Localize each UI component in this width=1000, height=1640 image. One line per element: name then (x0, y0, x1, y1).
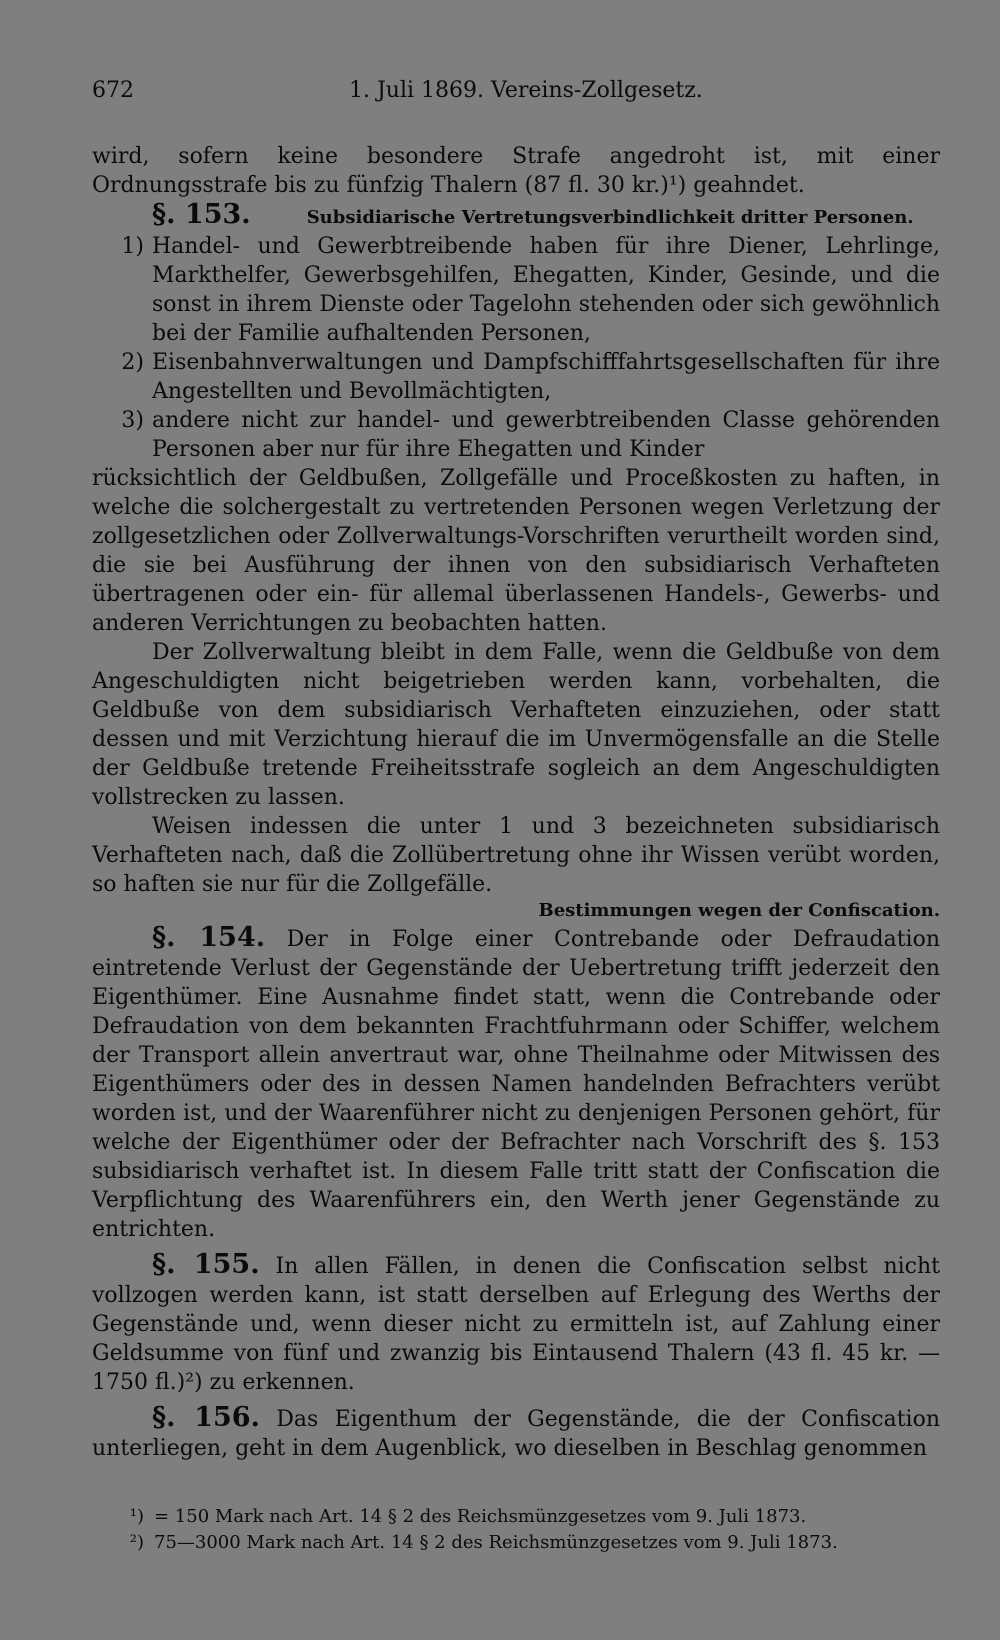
section-text: Das Eigenthum der Gegenstände, die der Confiscation unterliegen, geht in dem Augenblick, wo dieselben in Beschlag genommen (92, 1407, 941, 1461)
section-155-paragraph (92, 1250, 940, 1397)
footnote (92, 1504, 940, 1530)
list-marker: 2) (121, 350, 144, 375)
running-title: 1. Juli 1869. Vereins-Zollgesetz. (349, 78, 703, 103)
page-header (92, 78, 940, 118)
section-156-paragraph (92, 1403, 940, 1463)
footnote (92, 1530, 940, 1556)
footnote-marker: ²) (129, 1532, 144, 1553)
list-marker: 3) (121, 408, 144, 433)
list-text: andere nicht zur handel- und gewerbtreibenden Classe gehörenden Personen aber nur für ihre Ehegatten und Kinder (152, 408, 940, 462)
section-153-heading (92, 200, 940, 232)
footnote-text: = 150 Mark nach Art. 14 § 2 des Reichsmünzgesetzes vom 9. Juli 1873. (154, 1506, 807, 1527)
section-number: §. 156. (152, 1402, 260, 1433)
footnotes (92, 1504, 940, 1556)
section-number: §. 154. (152, 922, 266, 953)
section-number: §. 155. (152, 1249, 260, 1280)
section-text: Der in Folge einer Contrebande oder Defraudation eintretende Verlust der Gegenstände der Uebertretung trifft jederzeit den Eigenthümer. Eine Ausnahme findet statt, wenn die Contrebande oder Defraudation von dem bekannten Frachtfuhrmann oder Schiffer, welchem der Transport allein anvertraut war, ohne Theilnahme oder Mitwissen des Eigenthümers oder des in dessen Namen handelnden Befrachters verübt worden ist, und der Waarenführer nicht zu denjenigen Personen gehört, für welche der Eigenthümer oder der Befrachter nach Vorschrift des §. 153 subsidiarisch verhaftet ist. In diesem Falle tritt statt der Confiscation die Verpflichtung des Waarenführers ein, den Werth jener Gegenstände zu entrichten. (92, 927, 940, 1242)
body-text (92, 142, 940, 1463)
paragraph: rücksichtlich der Geldbußen, Zollgefälle und Proceßkosten zu haften, in welche die solchergestalt zu vertretenden Personen wegen Verletzung der zollgesetzlichen oder Zollverwaltungs-Vorschriften verurtheilt worden sind, die sie bei Ausführung der ihnen von den subsidiarisch Verhafteten übertragenen oder ein- für allemal überlassenen Handels-, Gewerbs- und anderen Verrichtungen zu beobachten hatten. (92, 466, 940, 636)
list-text: Handel- und Gewerbtreibende haben für ihre Diener, Lehrlinge, Markthelfer, Gewerbsgehilfen, Ehegatten, Kinder, Gesinde, und die sonst in ihrem Dienste oder Tagelohn stehenden oder sich gewöhnlich bei der Familie aufhaltenden Personen, (152, 234, 940, 346)
footnote-marker: ¹) (129, 1506, 144, 1527)
list-item (92, 406, 940, 464)
paragraph: Der Zollverwaltung bleibt in dem Falle, wenn die Geldbuße von dem Angeschuldigten nicht beigetrieben werden kann, vorbehalten, die Geldbuße von dem subsidiarisch Verhafteten einzuziehen, oder statt dessen und mit Verzichtung hierauf die im Unvermögensfalle an die Stelle der Geldbuße tretende Freiheitsstrafe sogleich an dem Angeschuldigten vollstrecken zu lassen. (92, 640, 940, 810)
paragraph: Weisen indessen die unter 1 und 3 bezeichneten subsidiarisch Verhafteten nach, daß die Zollübertretung ohne ihr Wissen verübt worden, so haften sie nur für die Zollgefälle. (92, 814, 940, 897)
section-text: In allen Fällen, in denen die Confiscation selbst nicht vollzogen werden kann, ist statt derselben auf Erlegung des Werths der Gegenstände und, wenn dieser nicht zu ermitteln ist, auf Zahlung einer Geldsumme von fünf und zwanzig bis Eintausend Thalern (43 fl. 45 kr. — 1750 fl.)²) zu erkennen. (92, 1254, 940, 1395)
section-154-heading: Bestimmungen wegen der Confiscation. (538, 900, 940, 921)
section-154-paragraph (92, 923, 940, 1244)
footnote-text: 75—3000 Mark nach Art. 14 § 2 des Reichsmünzgesetzes vom 9. Juli 1873. (154, 1532, 838, 1553)
list-text: Eisenbahnverwaltungen und Dampfschifffahrtsgesellschaften für ihre Angestellten und Bevollmächtigten, (152, 350, 940, 404)
section-number: §. 153. (152, 199, 251, 230)
list-marker: 1) (121, 234, 144, 259)
page-number: 672 (92, 78, 134, 103)
section-title: Subsidiarische Vertretungsverbindlichkeit dritter Personen. (306, 207, 914, 228)
list-item (92, 348, 940, 406)
list-item (92, 232, 940, 348)
intro-paragraph: wird, sofern keine besondere Strafe angedroht ist, mit einer Ordnungsstrafe bis zu fünfzig Thalern (87 fl. 30 kr.)¹) geahndet. (92, 144, 940, 198)
